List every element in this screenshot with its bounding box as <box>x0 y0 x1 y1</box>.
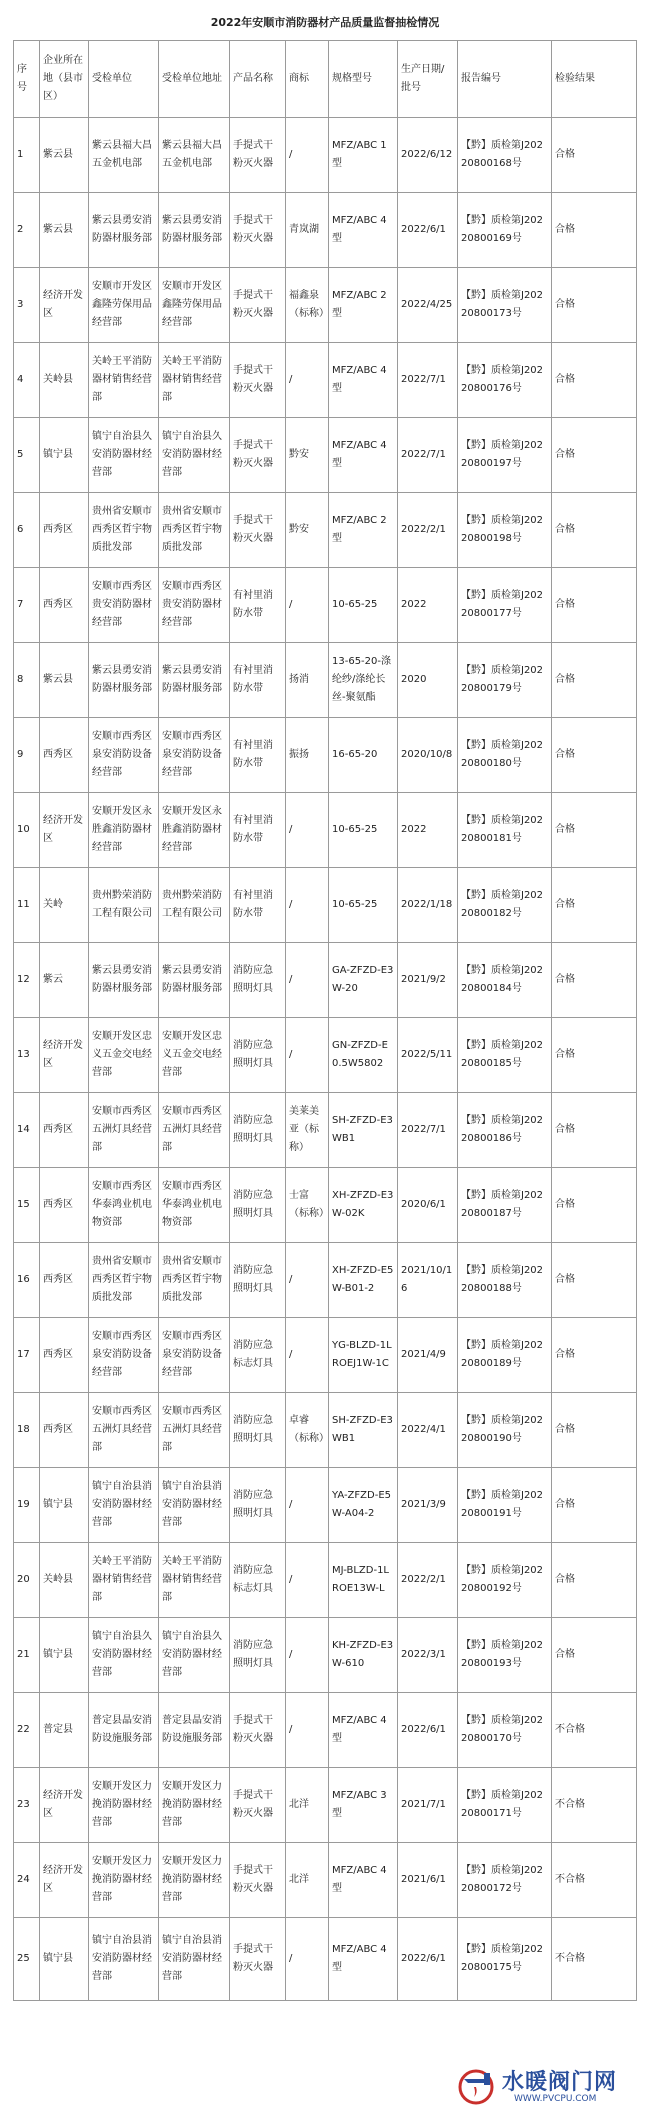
cell-brand: / <box>286 1018 329 1093</box>
cell-index: 8 <box>14 643 40 718</box>
cell-model: GN-ZFZD-E0.5W5802 <box>329 1018 398 1093</box>
cell-brand: / <box>286 1618 329 1693</box>
cell-brand: 振扬 <box>286 718 329 793</box>
cell-date: 2020/10/8 <box>398 718 458 793</box>
cell-company: 安顺开发区忠义五金交电经营部 <box>89 1018 159 1093</box>
cell-result: 合格 <box>552 568 637 643</box>
cell-date: 2022/5/11 <box>398 1018 458 1093</box>
cell-address: 紫云县勇安消防器材服务部 <box>159 943 230 1018</box>
cell-region: 紫云县 <box>40 118 89 193</box>
cell-product: 消防应急标志灯具 <box>230 1543 286 1618</box>
cell-brand: / <box>286 1318 329 1393</box>
cell-product: 消防应急照明灯具 <box>230 1168 286 1243</box>
cell-company: 安顺市西秀区泉安消防设备经营部 <box>89 718 159 793</box>
cell-report: 【黔】质检第J20220800184号 <box>458 943 552 1018</box>
cell-brand: 黔安 <box>286 493 329 568</box>
table-row <box>14 1843 637 1918</box>
header-row <box>14 41 637 118</box>
header-cell-model: 规格型号 <box>329 41 398 118</box>
table-row <box>14 643 637 718</box>
cell-product: 手提式干粉灭火器 <box>230 343 286 418</box>
cell-region: 紫云县 <box>40 643 89 718</box>
cell-company: 镇宁自治县消安消防器材经营部 <box>89 1468 159 1543</box>
cell-company: 安顺市西秀区五洲灯具经营部 <box>89 1393 159 1468</box>
cell-date: 2022/2/1 <box>398 493 458 568</box>
cell-address: 贵州省安顺市西秀区哲宇物质批发部 <box>159 1243 230 1318</box>
cell-product: 手提式干粉灭火器 <box>230 1843 286 1918</box>
cell-address: 安顺市西秀区五洲灯具经营部 <box>159 1093 230 1168</box>
cell-brand: / <box>286 1243 329 1318</box>
cell-date: 2022/4/25 <box>398 268 458 343</box>
cell-brand: / <box>286 1918 329 2001</box>
cell-region: 关岭 <box>40 868 89 943</box>
cell-date: 2022/3/1 <box>398 1618 458 1693</box>
cell-model: 10-65-25 <box>329 568 398 643</box>
table-row <box>14 1168 637 1243</box>
cell-model: MFZ/ABC 3型 <box>329 1768 398 1843</box>
cell-company: 安顺开发区力挽消防器材经营部 <box>89 1843 159 1918</box>
cell-date: 2022/7/1 <box>398 343 458 418</box>
cell-report: 【黔】质检第J20220800176号 <box>458 343 552 418</box>
table-row <box>14 493 637 568</box>
cell-report: 【黔】质检第J20220800189号 <box>458 1318 552 1393</box>
cell-result: 合格 <box>552 1543 637 1618</box>
cell-index: 5 <box>14 418 40 493</box>
cell-index: 3 <box>14 268 40 343</box>
cell-report: 【黔】质检第J20220800170号 <box>458 1693 552 1768</box>
cell-address: 安顺市西秀区泉安消防设备经营部 <box>159 1318 230 1393</box>
cell-address: 镇宁自治县消安消防器材经营部 <box>159 1468 230 1543</box>
header-cell-index: 序号 <box>14 41 40 118</box>
cell-region: 西秀区 <box>40 1093 89 1168</box>
cell-company: 镇宁自治县久安消防器材经营部 <box>89 1618 159 1693</box>
cell-date: 2022/7/1 <box>398 418 458 493</box>
cell-report: 【黔】质检第J20220800197号 <box>458 418 552 493</box>
cell-index: 25 <box>14 1918 40 2001</box>
cell-product: 消防应急照明灯具 <box>230 943 286 1018</box>
cell-report: 【黔】质检第J20220800192号 <box>458 1543 552 1618</box>
cell-report: 【黔】质检第J20220800190号 <box>458 1393 552 1468</box>
cell-address: 普定县晶安消防设施服务部 <box>159 1693 230 1768</box>
cell-date: 2021/9/2 <box>398 943 458 1018</box>
table-row <box>14 343 637 418</box>
cell-index: 12 <box>14 943 40 1018</box>
cell-model: 16-65-20 <box>329 718 398 793</box>
cell-index: 23 <box>14 1768 40 1843</box>
cell-result: 合格 <box>552 1318 637 1393</box>
cell-report: 【黔】质检第J20220800191号 <box>458 1468 552 1543</box>
cell-index: 6 <box>14 493 40 568</box>
header-cell-address: 受检单位地址 <box>159 41 230 118</box>
cell-date: 2022/6/1 <box>398 193 458 268</box>
cell-brand: / <box>286 1693 329 1768</box>
cell-index: 1 <box>14 118 40 193</box>
cell-report: 【黔】质检第J20220800172号 <box>458 1843 552 1918</box>
cell-brand: / <box>286 568 329 643</box>
cell-address: 安顺开发区力挽消防器材经营部 <box>159 1768 230 1843</box>
cell-report: 【黔】质检第J20220800171号 <box>458 1768 552 1843</box>
cell-brand: 美莱美亚（标称） <box>286 1093 329 1168</box>
cell-product: 消防应急照明灯具 <box>230 1093 286 1168</box>
header-cell-result: 检验结果 <box>552 41 637 118</box>
header-cell-company: 受检单位 <box>89 41 159 118</box>
cell-result: 合格 <box>552 643 637 718</box>
cell-region: 普定县 <box>40 1693 89 1768</box>
cell-region: 紫云县 <box>40 193 89 268</box>
cell-result: 合格 <box>552 1468 637 1543</box>
cell-index: 13 <box>14 1018 40 1093</box>
cell-address: 安顺开发区永胜鑫消防器材经营部 <box>159 793 230 868</box>
cell-product: 手提式干粉灭火器 <box>230 118 286 193</box>
cell-result: 合格 <box>552 1618 637 1693</box>
cell-result: 合格 <box>552 343 637 418</box>
table-row <box>14 268 637 343</box>
cell-company: 镇宁自治县消安消防器材经营部 <box>89 1918 159 2001</box>
cell-index: 21 <box>14 1618 40 1693</box>
cell-brand: 北洋 <box>286 1843 329 1918</box>
table-row <box>14 1768 637 1843</box>
table-row <box>14 193 637 268</box>
cell-product: 有衬里消防水带 <box>230 643 286 718</box>
cell-product: 手提式干粉灭火器 <box>230 268 286 343</box>
table-row <box>14 1093 637 1168</box>
inspection-table <box>13 40 637 2001</box>
cell-report: 【黔】质检第J20220800193号 <box>458 1618 552 1693</box>
cell-company: 贵州黔荣消防工程有限公司 <box>89 868 159 943</box>
cell-date: 2021/7/1 <box>398 1768 458 1843</box>
cell-address: 安顺市西秀区五洲灯具经营部 <box>159 1393 230 1468</box>
cell-result: 合格 <box>552 118 637 193</box>
cell-product: 消防应急照明灯具 <box>230 1393 286 1468</box>
cell-index: 10 <box>14 793 40 868</box>
cell-model: KH-ZFZD-E3W-610 <box>329 1618 398 1693</box>
cell-address: 关岭王平消防器材销售经营部 <box>159 343 230 418</box>
cell-report: 【黔】质检第J20220800185号 <box>458 1018 552 1093</box>
cell-region: 关岭县 <box>40 1543 89 1618</box>
cell-model: MFZ/ABC 1型 <box>329 118 398 193</box>
cell-report: 【黔】质检第J20220800187号 <box>458 1168 552 1243</box>
cell-model: XH-ZFZD-E5W-B01-2 <box>329 1243 398 1318</box>
cell-product: 手提式干粉灭火器 <box>230 1768 286 1843</box>
cell-report: 【黔】质检第J20220800182号 <box>458 868 552 943</box>
cell-address: 镇宁自治县久安消防器材经营部 <box>159 1618 230 1693</box>
cell-model: MFZ/ABC 2型 <box>329 493 398 568</box>
cell-date: 2021/6/1 <box>398 1843 458 1918</box>
header-cell-date: 生产日期/批号 <box>398 41 458 118</box>
cell-address: 安顺市开发区鑫隆劳保用品经营部 <box>159 268 230 343</box>
cell-model: SH-ZFZD-E3WB1 <box>329 1393 398 1468</box>
cell-region: 镇宁县 <box>40 1468 89 1543</box>
cell-model: MFZ/ABC 4型 <box>329 1918 398 2001</box>
cell-brand: 扬消 <box>286 643 329 718</box>
cell-result: 合格 <box>552 1093 637 1168</box>
watermark-name: 水暖阀门网 <box>502 2070 618 2095</box>
cell-result: 合格 <box>552 418 637 493</box>
cell-brand: 福鑫泉（标称） <box>286 268 329 343</box>
cell-region: 西秀区 <box>40 568 89 643</box>
cell-address: 安顺开发区忠义五金交电经营部 <box>159 1018 230 1093</box>
cell-address: 紫云县福大昌五金机电部 <box>159 118 230 193</box>
cell-company: 安顺市西秀区泉安消防设备经营部 <box>89 1318 159 1393</box>
cell-result: 合格 <box>552 1018 637 1093</box>
cell-product: 消防应急照明灯具 <box>230 1018 286 1093</box>
cell-region: 经济开发区 <box>40 793 89 868</box>
cell-report: 【黔】质检第J20220800173号 <box>458 268 552 343</box>
cell-index: 11 <box>14 868 40 943</box>
cell-result: 合格 <box>552 868 637 943</box>
cell-address: 关岭王平消防器材销售经营部 <box>159 1543 230 1618</box>
faucet-logo-icon <box>454 2065 498 2105</box>
table-row <box>14 718 637 793</box>
cell-index: 22 <box>14 1693 40 1768</box>
table-row <box>14 1468 637 1543</box>
cell-date: 2022/4/1 <box>398 1393 458 1468</box>
cell-model: MFZ/ABC 4型 <box>329 193 398 268</box>
cell-address: 安顺市西秀区华泰鸿业机电物资部 <box>159 1168 230 1243</box>
cell-index: 16 <box>14 1243 40 1318</box>
cell-region: 镇宁县 <box>40 1618 89 1693</box>
cell-company: 贵州省安顺市西秀区哲宇物质批发部 <box>89 493 159 568</box>
header-cell-brand: 商标 <box>286 41 329 118</box>
cell-brand: 卓睿（标称） <box>286 1393 329 1468</box>
cell-index: 24 <box>14 1843 40 1918</box>
cell-report: 【黔】质检第J20220800168号 <box>458 118 552 193</box>
cell-product: 手提式干粉灭火器 <box>230 1693 286 1768</box>
cell-region: 西秀区 <box>40 1318 89 1393</box>
cell-result: 合格 <box>552 1168 637 1243</box>
cell-date: 2022 <box>398 568 458 643</box>
cell-result: 合格 <box>552 268 637 343</box>
cell-company: 紫云县福大昌五金机电部 <box>89 118 159 193</box>
cell-model: MFZ/ABC 4型 <box>329 1693 398 1768</box>
cell-date: 2022/7/1 <box>398 1093 458 1168</box>
cell-address: 镇宁自治县消安消防器材经营部 <box>159 1918 230 2001</box>
cell-brand: / <box>286 943 329 1018</box>
cell-index: 20 <box>14 1543 40 1618</box>
cell-date: 2021/3/9 <box>398 1468 458 1543</box>
cell-product: 有衬里消防水带 <box>230 868 286 943</box>
cell-date: 2021/4/9 <box>398 1318 458 1393</box>
cell-brand: 黔安 <box>286 418 329 493</box>
cell-report: 【黔】质检第J20220800177号 <box>458 568 552 643</box>
cell-report: 【黔】质检第J20220800175号 <box>458 1918 552 2001</box>
cell-region: 经济开发区 <box>40 1018 89 1093</box>
cell-report: 【黔】质检第J20220800180号 <box>458 718 552 793</box>
cell-company: 镇宁自治县久安消防器材经营部 <box>89 418 159 493</box>
cell-region: 西秀区 <box>40 1243 89 1318</box>
cell-model: MFZ/ABC 4型 <box>329 418 398 493</box>
cell-product: 手提式干粉灭火器 <box>230 1918 286 2001</box>
cell-result: 合格 <box>552 793 637 868</box>
cell-report: 【黔】质检第J20220800198号 <box>458 493 552 568</box>
cell-result: 合格 <box>552 193 637 268</box>
cell-address: 贵州黔荣消防工程有限公司 <box>159 868 230 943</box>
cell-brand: / <box>286 1468 329 1543</box>
cell-index: 4 <box>14 343 40 418</box>
table-row <box>14 118 637 193</box>
cell-brand: 青岚湖 <box>286 193 329 268</box>
cell-report: 【黔】质检第J20220800188号 <box>458 1243 552 1318</box>
cell-product: 有衬里消防水带 <box>230 718 286 793</box>
cell-report: 【黔】质检第J20220800186号 <box>458 1093 552 1168</box>
cell-product: 消防应急照明灯具 <box>230 1243 286 1318</box>
cell-date: 2022/6/1 <box>398 1693 458 1768</box>
cell-company: 关岭王平消防器材销售经营部 <box>89 343 159 418</box>
cell-model: YA-ZFZD-E5W-A04-2 <box>329 1468 398 1543</box>
cell-date: 2020 <box>398 643 458 718</box>
cell-index: 7 <box>14 568 40 643</box>
cell-date: 2022/6/12 <box>398 118 458 193</box>
cell-brand: 士富（标称） <box>286 1168 329 1243</box>
cell-company: 安顺开发区永胜鑫消防器材经营部 <box>89 793 159 868</box>
header-cell-report: 报告编号 <box>458 41 552 118</box>
table-row <box>14 568 637 643</box>
cell-company: 普定县晶安消防设施服务部 <box>89 1693 159 1768</box>
cell-model: 10-65-25 <box>329 793 398 868</box>
cell-region: 镇宁县 <box>40 1918 89 2001</box>
table-row <box>14 1318 637 1393</box>
cell-model: 10-65-25 <box>329 868 398 943</box>
cell-company: 关岭王平消防器材销售经营部 <box>89 1543 159 1618</box>
cell-region: 西秀区 <box>40 1168 89 1243</box>
cell-model: GA-ZFZD-E3W-20 <box>329 943 398 1018</box>
header-cell-product: 产品名称 <box>230 41 286 118</box>
cell-model: XH-ZFZD-E3W-02K <box>329 1168 398 1243</box>
cell-address: 安顺开发区力挽消防器材经营部 <box>159 1843 230 1918</box>
cell-brand: / <box>286 1543 329 1618</box>
cell-region: 经济开发区 <box>40 268 89 343</box>
cell-product: 手提式干粉灭火器 <box>230 493 286 568</box>
cell-region: 西秀区 <box>40 718 89 793</box>
cell-date: 2021/10/16 <box>398 1243 458 1318</box>
cell-region: 西秀区 <box>40 1393 89 1468</box>
table-row <box>14 1243 637 1318</box>
cell-result: 不合格 <box>552 1843 637 1918</box>
cell-report: 【黔】质检第J20220800181号 <box>458 793 552 868</box>
cell-address: 紫云县勇安消防器材服务部 <box>159 193 230 268</box>
cell-region: 经济开发区 <box>40 1843 89 1918</box>
cell-model: MFZ/ABC 2型 <box>329 268 398 343</box>
cell-address: 紫云县勇安消防器材服务部 <box>159 643 230 718</box>
cell-region: 镇宁县 <box>40 418 89 493</box>
cell-address: 贵州省安顺市西秀区哲宇物质批发部 <box>159 493 230 568</box>
cell-product: 有衬里消防水带 <box>230 793 286 868</box>
table-row <box>14 1618 637 1693</box>
cell-index: 14 <box>14 1093 40 1168</box>
cell-brand: 北洋 <box>286 1768 329 1843</box>
table-row <box>14 943 637 1018</box>
cell-result: 不合格 <box>552 1693 637 1768</box>
cell-index: 9 <box>14 718 40 793</box>
cell-model: SH-ZFZD-E3WB1 <box>329 1093 398 1168</box>
cell-product: 有衬里消防水带 <box>230 568 286 643</box>
cell-address: 镇宁自治县久安消防器材经营部 <box>159 418 230 493</box>
cell-product: 手提式干粉灭火器 <box>230 418 286 493</box>
cell-report: 【黔】质检第J20220800179号 <box>458 643 552 718</box>
cell-address: 安顺市西秀区泉安消防设备经营部 <box>159 718 230 793</box>
cell-index: 2 <box>14 193 40 268</box>
page-title: 2022年安顺市消防器材产品质量监督抽检情况 <box>210 16 440 29</box>
cell-brand: / <box>286 868 329 943</box>
cell-company: 紫云县勇安消防器材服务部 <box>89 193 159 268</box>
cell-product: 手提式干粉灭火器 <box>230 193 286 268</box>
table-row <box>14 868 637 943</box>
cell-region: 关岭县 <box>40 343 89 418</box>
cell-index: 17 <box>14 1318 40 1393</box>
site-watermark <box>454 2063 644 2109</box>
cell-brand: / <box>286 793 329 868</box>
cell-company: 安顺市西秀区华泰鸿业机电物资部 <box>89 1168 159 1243</box>
cell-result: 合格 <box>552 943 637 1018</box>
cell-company: 紫云县勇安消防器材服务部 <box>89 643 159 718</box>
watermark-url: WWW.PVCPU.COM <box>514 2094 597 2104</box>
cell-company: 安顺开发区力挽消防器材经营部 <box>89 1768 159 1843</box>
header-cell-region: 企业所在地（县市区） <box>40 41 89 118</box>
cell-index: 19 <box>14 1468 40 1543</box>
cell-region: 经济开发区 <box>40 1768 89 1843</box>
cell-brand: / <box>286 343 329 418</box>
cell-result: 不合格 <box>552 1918 637 2001</box>
table-row <box>14 1393 637 1468</box>
cell-report: 【黔】质检第J20220800169号 <box>458 193 552 268</box>
table-row <box>14 1918 637 2001</box>
cell-date: 2022 <box>398 793 458 868</box>
table-row <box>14 1693 637 1768</box>
cell-date: 2022/6/1 <box>398 1918 458 2001</box>
cell-brand: / <box>286 118 329 193</box>
cell-model: YG-BLZD-1LROEJ1W-1C <box>329 1318 398 1393</box>
cell-company: 安顺市西秀区贵安消防器材经营部 <box>89 568 159 643</box>
cell-region: 紫云 <box>40 943 89 1018</box>
cell-product: 消防应急照明灯具 <box>230 1468 286 1543</box>
table-row <box>14 793 637 868</box>
cell-index: 15 <box>14 1168 40 1243</box>
cell-company: 紫云县勇安消防器材服务部 <box>89 943 159 1018</box>
table-row <box>14 418 637 493</box>
cell-company: 安顺市西秀区五洲灯具经营部 <box>89 1093 159 1168</box>
cell-company: 贵州省安顺市西秀区哲宇物质批发部 <box>89 1243 159 1318</box>
cell-date: 2022/2/1 <box>398 1543 458 1618</box>
cell-company: 安顺市开发区鑫隆劳保用品经营部 <box>89 268 159 343</box>
cell-address: 安顺市西秀区贵安消防器材经营部 <box>159 568 230 643</box>
table-row <box>14 1543 637 1618</box>
cell-result: 合格 <box>552 1243 637 1318</box>
cell-result: 合格 <box>552 718 637 793</box>
cell-date: 2020/6/1 <box>398 1168 458 1243</box>
cell-model: MJ-BLZD-1LROE13W-L <box>329 1543 398 1618</box>
cell-result: 不合格 <box>552 1768 637 1843</box>
cell-date: 2022/1/18 <box>398 868 458 943</box>
cell-model: MFZ/ABC 4型 <box>329 1843 398 1918</box>
cell-result: 合格 <box>552 493 637 568</box>
cell-region: 西秀区 <box>40 493 89 568</box>
cell-index: 18 <box>14 1393 40 1468</box>
cell-product: 消防应急照明灯具 <box>230 1618 286 1693</box>
cell-result: 合格 <box>552 1393 637 1468</box>
cell-product: 消防应急标志灯具 <box>230 1318 286 1393</box>
table-row <box>14 1018 637 1093</box>
cell-model: MFZ/ABC 4型 <box>329 343 398 418</box>
cell-model: 13-65-20-涤纶纱/涤纶长丝-聚氨酯 <box>329 643 398 718</box>
